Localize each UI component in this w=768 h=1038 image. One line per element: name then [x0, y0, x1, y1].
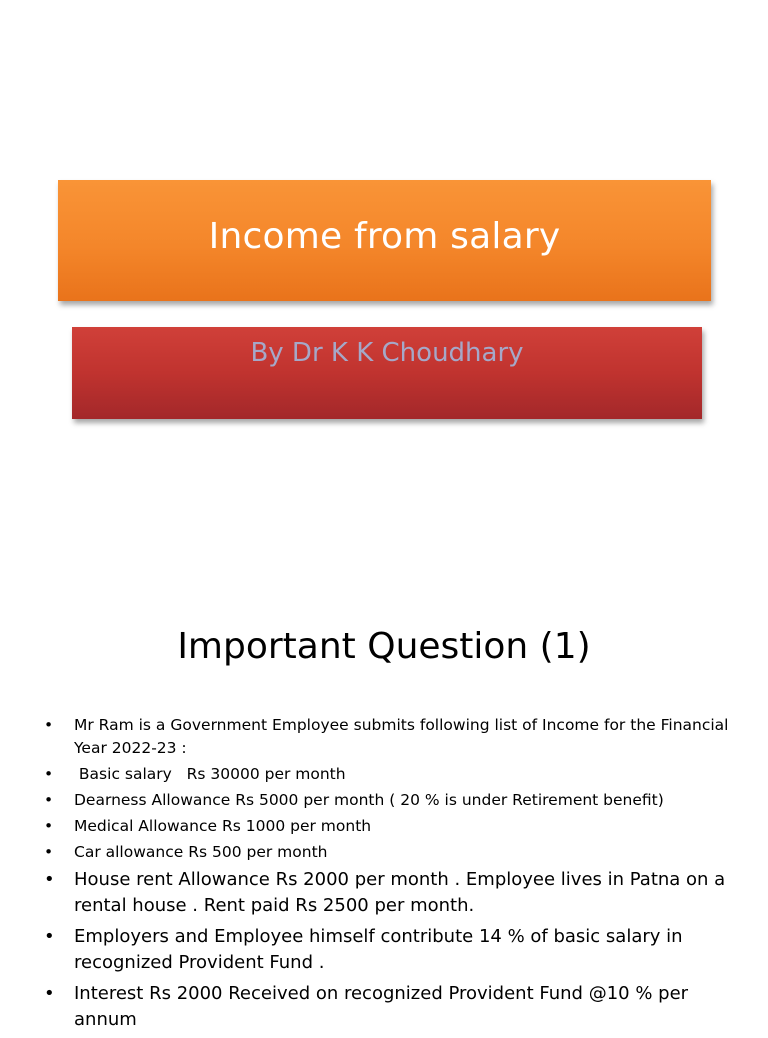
bullet-text: Medical Allowance Rs 1000 per month [74, 817, 372, 835]
bullet-text: Mr Ram is a Government Employee submits following list of Income for the Financial Year 2022-23 : [74, 716, 729, 757]
question-bullet-list [44, 714, 734, 1038]
bullet-icon: • [44, 843, 54, 861]
bullet-icon: • [44, 817, 54, 835]
bullet-text: Car allowance Rs 500 per month [74, 843, 328, 861]
list-item [44, 714, 734, 760]
bullet-text: Interest Rs 2000 Received on recognized Provident Fund @10 % per annum [74, 983, 689, 1030]
question-heading: Important Question (1) [177, 626, 591, 667]
bullet-icon: • [44, 869, 55, 890]
subtitle-banner [72, 327, 702, 419]
bullet-text: Dearness Allowance Rs 5000 per month ( 20 % is under Retirement benefit) [74, 791, 664, 809]
list-item [44, 789, 734, 812]
bullet-icon: • [44, 983, 55, 1004]
list-item [44, 841, 734, 864]
bullet-icon: • [44, 716, 54, 734]
list-item [44, 981, 734, 1033]
bullet-text: Basic salary Rs 30000 per month [74, 765, 346, 783]
list-item [44, 924, 734, 976]
slide-title-text: Income from salary [208, 216, 561, 257]
title-banner [58, 180, 711, 301]
bullet-icon: • [44, 791, 54, 809]
list-item [44, 867, 734, 919]
list-item [44, 815, 734, 838]
slide-subtitle-text: By Dr K K Choudhary [250, 338, 524, 368]
bullet-text: Employers and Employee himself contribute 14 % of basic salary in recognized Provident Fund . [74, 926, 683, 973]
slide-question [0, 576, 768, 1030]
bullet-icon: • [44, 926, 55, 947]
bullet-text: House rent Allowance Rs 2000 per month . Employee lives in Patna on a rental house . Rent paid Rs 2500 per month. [74, 869, 726, 916]
bullet-icon: • [44, 765, 54, 783]
list-item [44, 763, 734, 786]
